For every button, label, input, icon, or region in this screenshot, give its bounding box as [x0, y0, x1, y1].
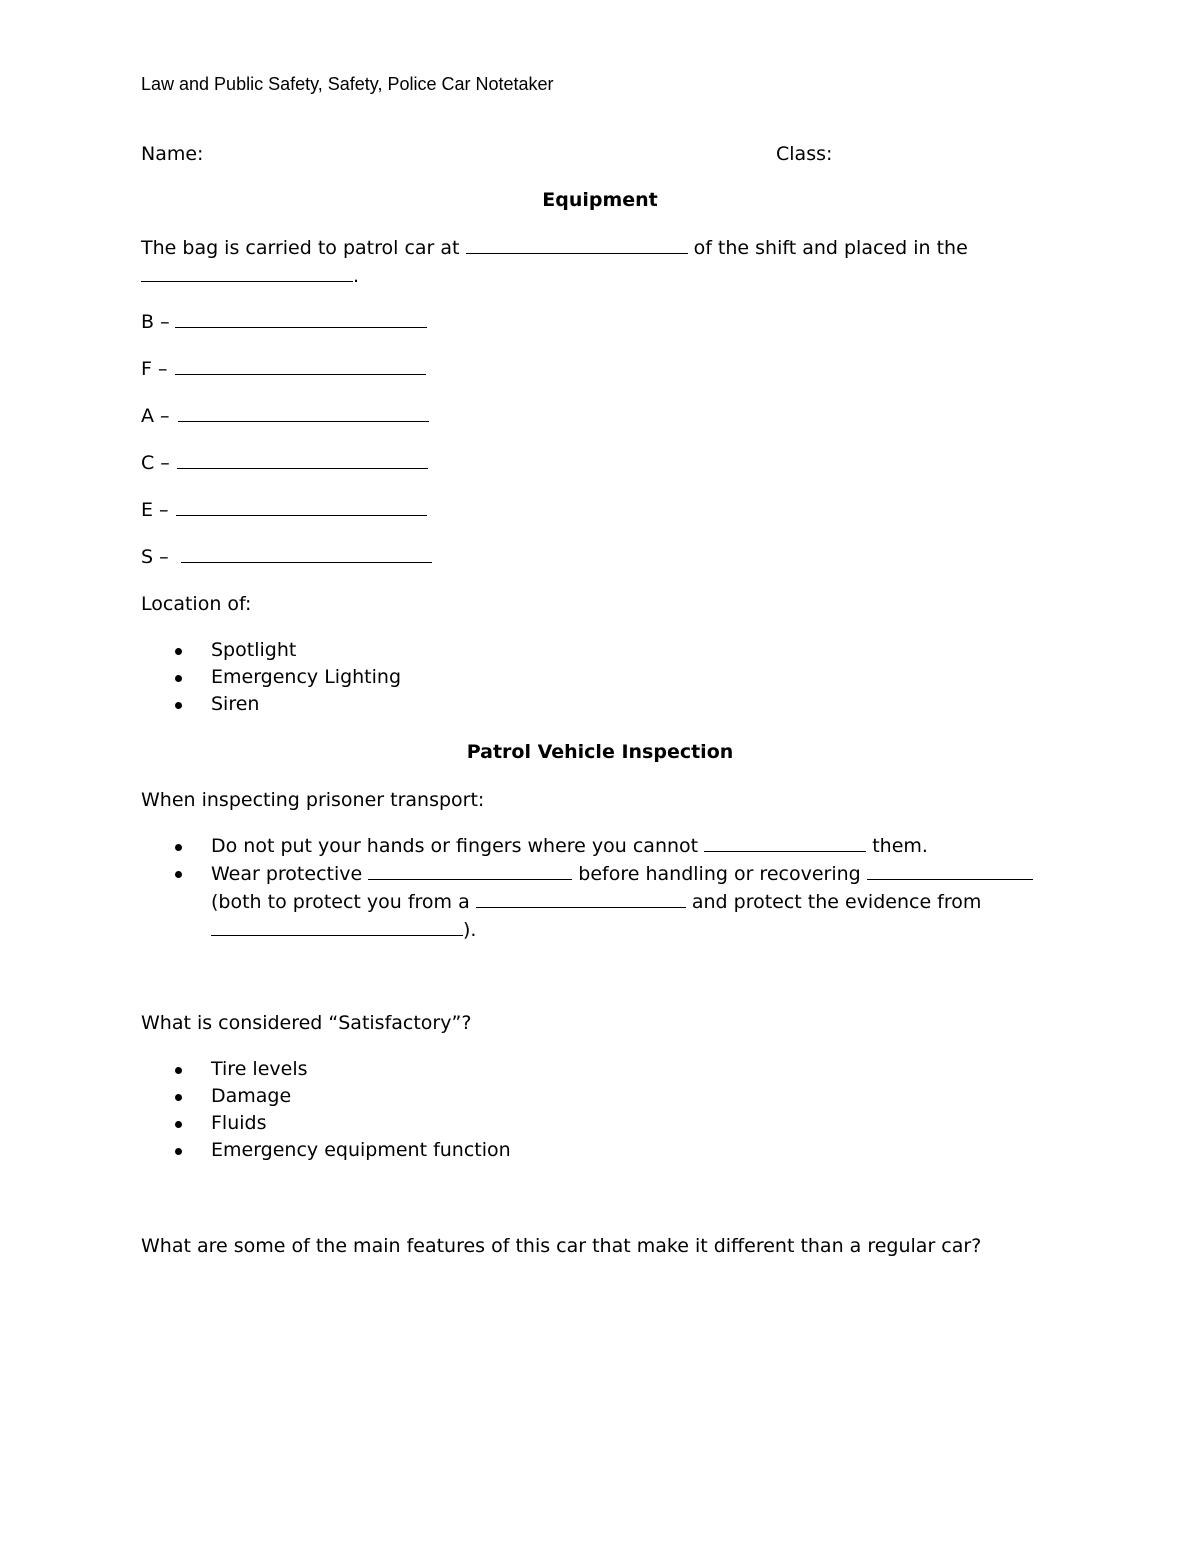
acronym-row-f — [141, 355, 426, 383]
acronym-blank[interactable] — [178, 405, 429, 422]
satisfactory-list — [141, 1056, 511, 1164]
list-item: Wear protective before handling or recovering (both to protect you from a and protect the evidence from ). — [141, 860, 1033, 944]
acronym-row-a — [141, 402, 429, 430]
bullet-icon — [175, 675, 182, 682]
bullet-icon — [175, 702, 182, 709]
acronym-blank[interactable] — [177, 452, 428, 469]
acronym-row-b — [141, 308, 427, 336]
list-item: Spotlight — [141, 637, 401, 664]
blank-evidence-from[interactable] — [211, 919, 463, 936]
bullet-icon — [175, 1121, 182, 1128]
satisfactory-label: What is considered “Satisfactory”? — [141, 1012, 472, 1034]
acronym-blank[interactable] — [181, 546, 432, 563]
blank-placed-in[interactable] — [141, 265, 353, 282]
acronym-blank[interactable] — [175, 311, 427, 328]
acronym-letter: B – — [141, 311, 170, 333]
bag-sentence-part1: The bag is carried to patrol car at — [141, 237, 460, 259]
list-item: Emergency equipment function — [141, 1137, 511, 1164]
acronym-letter: C – — [141, 452, 170, 474]
list-item: Damage — [141, 1083, 511, 1110]
location-label: Location of: — [141, 593, 252, 615]
acronym-row-c — [141, 449, 428, 477]
acronym-letter: E – — [141, 499, 169, 521]
acronym-blank[interactable] — [176, 499, 427, 516]
blank-protect-from[interactable] — [476, 891, 686, 908]
list-item: Tire levels — [141, 1056, 511, 1083]
prisoner-transport-list — [141, 833, 1033, 944]
bullet-icon — [175, 844, 182, 851]
acronym-letter: F – — [141, 358, 168, 380]
bag-sentence-line2 — [141, 262, 359, 290]
equipment-heading: Equipment — [542, 189, 658, 211]
bullet-icon — [175, 1094, 182, 1101]
acronym-row-e — [141, 496, 427, 524]
list-item: Fluids — [141, 1110, 511, 1137]
list-item: Emergency Lighting — [141, 664, 401, 691]
acronym-letter: A – — [141, 405, 170, 427]
bag-sentence-part3: . — [353, 265, 360, 287]
blank-recovering[interactable] — [867, 863, 1033, 880]
bullet-icon — [175, 1067, 182, 1074]
location-list — [141, 637, 401, 718]
class-label: Class: — [776, 143, 833, 165]
acronym-blank[interactable] — [175, 358, 426, 375]
name-label: Name: — [141, 143, 204, 165]
bullet-icon — [175, 648, 182, 655]
features-question: What are some of the main features of this car that make it different than a regular car? — [141, 1235, 982, 1257]
bag-sentence-part2: of the shift and placed in the — [693, 237, 968, 259]
bullet-icon — [175, 871, 182, 878]
bullet-icon — [175, 1148, 182, 1155]
bag-sentence — [141, 234, 968, 262]
document-header: Law and Public Safety, Safety, Police Car Notetaker — [141, 74, 554, 94]
inspection-heading: Patrol Vehicle Inspection — [466, 741, 734, 763]
blank-cannot[interactable] — [704, 835, 866, 852]
blank-start-of-shift[interactable] — [466, 237, 688, 254]
prisoner-transport-label: When inspecting prisoner transport: — [141, 789, 485, 811]
acronym-letter: S – — [141, 546, 169, 568]
list-item: Siren — [141, 691, 401, 718]
list-item: Do not put your hands or fingers where you cannot them. — [141, 833, 1033, 860]
blank-protective[interactable] — [368, 863, 572, 880]
acronym-row-s — [141, 543, 432, 571]
